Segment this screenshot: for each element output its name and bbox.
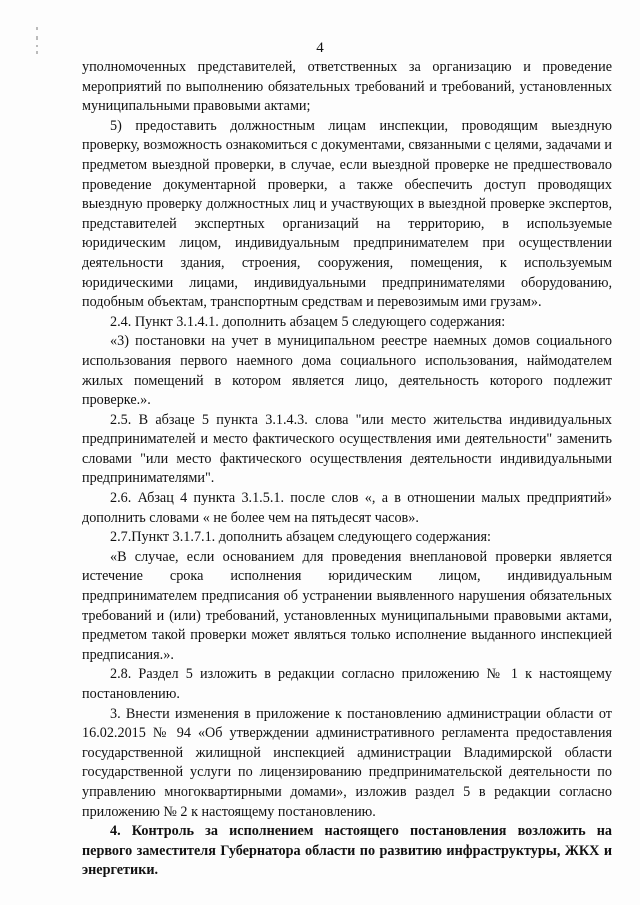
paragraph-2-6: 2.6. Абзац 4 пункта 3.1.5.1. после слов «, а в отношении малых предприятий» дополнить словами « не более чем на пятьдесят часов». (82, 490, 612, 526)
scan-artifact (36, 27, 38, 30)
paragraph-item-5: 5) предоставить должностным лицам инспекции, проводящим выездную проверку, возможность ознакомиться с документами, связанными с целями, задачами и предметом выездной проверки, в случае, если выездной проверке не предшествовало проведение документарной проверки, а также обеспечить доступ проводящих выездную проверку должностных лиц и участвующих в выездной проверке экспертов, представителей экспертных организаций на территорию, в используемые юридическим лицом, индивидуальным предпринимателем при осуществлении деятельности здания, строения, сооружения, помещения, к используемым юридическими лицами, индивидуальными предпринимателями оборудованию, подобным объектам, транспортным средствам и перевозимым ими грузам». (82, 117, 612, 311)
paragraph-2-7-text: «В случае, если основанием для проведения внеплановой проверки является истечение срока исполнения юридическим лицом, индивидуальным предпринимателем предписания об устранении выявленного нарушения обязательных требований и (или) требований, установленных муниципальными правовыми актами, предметом такой проверки может являться только исполнение выданного инспекцией предписания.». (82, 548, 612, 663)
paragraph-2-5: 2.5. В абзаце 5 пункта 3.1.4.3. слова "или место жительства индивидуальных предпринимателей и место фактического осуществления ими деятельности" заменить словами "или место фактического осуществления деятельности индивидуальными предпринимателями". (82, 411, 612, 487)
paragraph-2-4-text: «3) постановки на учет в муниципальном реестре наемных домов социального использования первого наемного дома социального использования, наймодателем жилых помещений в котором является лицо, деятельность которого подлежит проверке.». (82, 333, 612, 409)
paragraph-2-8: 2.8. Раздел 5 изложить в редакции согласно приложению № 1 к настоящему постановлению. (82, 666, 612, 702)
paragraph-2-7: 2.7.Пункт 3.1.7.1. дополнить абзацем следующего содержания: (110, 529, 491, 546)
paragraph-2-4: 2.4. Пункт 3.1.4.1. дополнить абзацем 5 следующего содержания: (110, 313, 506, 330)
paragraph-3: 3. Внести изменения в приложение к постановлению администрации области от 16.02.2015 № 94 «Об утверждении административного регламента предоставления государственной жилищной инспекцией администрации Владимирской области государственной услуги по лицензированию предпринимательской деятельности по управлению многоквартирными домами», изложив раздел 5 в редакции согласно приложению № 2 к настоящему постановлению. (82, 705, 612, 820)
paragraph-4: 4. Контроль за исполнением настоящего постановления возложить на первого заместителя Губернатора области по развитию инфраструктуры, ЖКХ и энергетики. (82, 823, 612, 879)
paragraph-continuation: уполномоченных представителей, ответственных за организацию и проведение мероприятий по выполнению обязательных требований и требований, установленных муниципальными правовыми актами; (82, 59, 612, 115)
page-number: 4 (316, 40, 324, 56)
document-body (82, 58, 612, 881)
